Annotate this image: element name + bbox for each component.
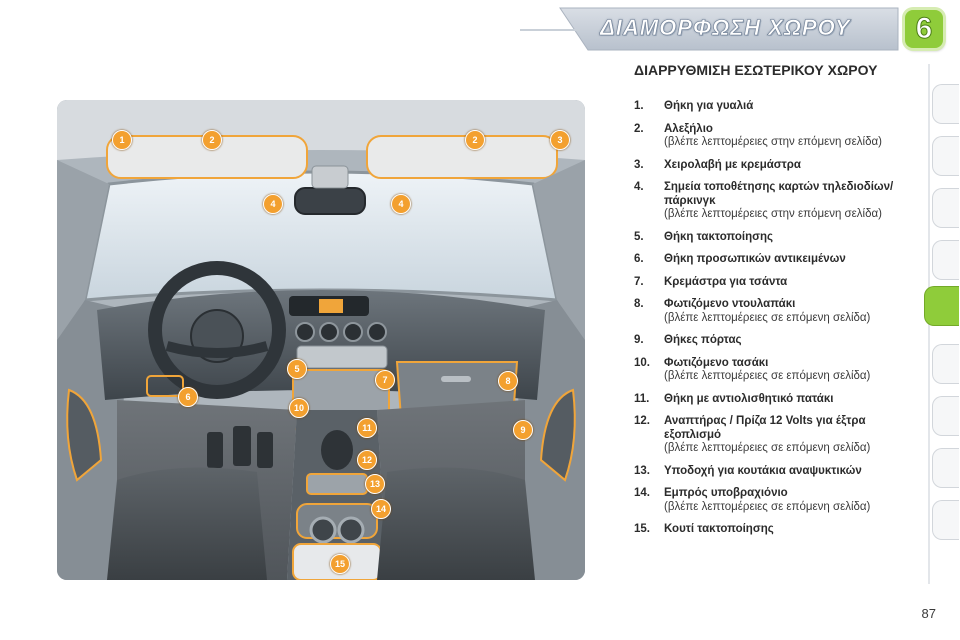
chapter-tab[interactable] — [932, 448, 959, 488]
marker-5: 5 — [287, 359, 307, 379]
item-label: Αναπτήρας / Πρίζα 12 Volts για έξτρα εξοπλισμό — [664, 415, 866, 441]
chapter-tab[interactable] — [932, 500, 959, 540]
marker-10: 10 — [289, 398, 309, 418]
item-number: 12. — [634, 415, 650, 427]
chapter-tab-active[interactable] — [924, 286, 959, 326]
list-item — [634, 357, 924, 384]
list-item — [634, 334, 924, 348]
marker-8: 8 — [498, 371, 518, 391]
marker-3: 3 — [550, 130, 570, 150]
marker-9: 9 — [513, 420, 533, 440]
item-number: 8. — [634, 298, 644, 310]
list-item — [634, 487, 924, 514]
item-note: (βλέπε λεπτομέρειες σε επόμενη σελίδα) — [664, 500, 871, 513]
item-number: 15. — [634, 523, 650, 535]
marker-15: 15 — [330, 554, 350, 574]
chapter-tab[interactable] — [932, 188, 959, 228]
list-item — [634, 181, 924, 222]
item-number: 11. — [634, 392, 650, 405]
item-number: 13. — [634, 464, 650, 477]
item-note: (βλέπε λεπτομέρειες στην επόμενη σελίδα) — [664, 208, 882, 220]
list-item — [634, 253, 924, 267]
item-label: Εμπρός υποβραχιόνιο — [664, 487, 788, 499]
list-item — [634, 298, 924, 325]
marker-11: 11 — [357, 418, 377, 438]
item-number: 2. — [634, 122, 644, 135]
marker-2b: 2 — [465, 130, 485, 150]
chapter-number-badge: 6 — [905, 10, 943, 48]
item-label: Αλεξήλιο — [664, 122, 713, 135]
list-item — [634, 123, 924, 150]
item-label: Θήκη τακτοποίησης — [664, 230, 774, 243]
chapter-title: ΔΙΑΜΟΡΦΩΣΗ ΧΩΡΟΥ — [600, 15, 851, 40]
marker-4: 4 — [263, 194, 283, 214]
item-label: Θήκη με αντιολισθητικό πατάκι — [664, 392, 834, 405]
list-item — [634, 231, 924, 245]
page-number: 87 — [921, 606, 936, 621]
item-note: (βλέπε λεπτομέρειες σε επόμενη σελίδα) — [664, 370, 871, 382]
item-number: 3. — [634, 158, 644, 171]
item-number: 14. — [634, 487, 650, 499]
marker-13: 13 — [365, 474, 385, 494]
marker-6: 6 — [178, 387, 198, 407]
marker-14: 14 — [371, 499, 391, 519]
item-number: 6. — [634, 253, 644, 265]
chapter-tabs — [928, 64, 960, 584]
item-label: Θήκη για γυαλιά — [664, 100, 754, 112]
list-item — [634, 100, 924, 114]
item-label: Θήκες πόρτας — [664, 334, 742, 346]
marker-12: 12 — [357, 450, 377, 470]
list-item — [634, 415, 924, 456]
list-item — [634, 276, 924, 290]
item-number: 5. — [634, 230, 644, 243]
item-label: Κουτί τακτοποίησης — [664, 523, 774, 535]
item-note: (βλέπε λεπτομέρειες σε επόμενη σελίδα) — [664, 442, 871, 454]
item-label: Θήκη προσωπικών αντικειμένων — [664, 253, 846, 265]
item-label: Κρεμάστρα για τσάντα — [664, 275, 788, 288]
item-note: (βλέπε λεπτομέρειες στην επόμενη σελίδα) — [664, 136, 882, 148]
marker-1: 1 — [112, 130, 132, 150]
item-label: Χειρολαβή με κρεμάστρα — [664, 158, 801, 171]
marker-2: 2 — [202, 130, 222, 150]
list-item — [634, 523, 924, 537]
item-number: 4. — [634, 181, 644, 193]
section-title: ΔΙΑΡΡΥΘΜΙΣΗ ΕΣΩΤΕΡΙΚΟΥ ΧΩΡΟΥ — [634, 62, 878, 78]
item-number: 9. — [634, 334, 644, 346]
feature-list — [634, 100, 924, 546]
marker-7: 7 — [375, 370, 395, 390]
chapter-tab[interactable] — [932, 240, 959, 280]
item-number: 10. — [634, 356, 650, 369]
list-item — [634, 159, 924, 173]
marker-4b: 4 — [391, 194, 411, 214]
item-number: 7. — [634, 275, 644, 288]
car-interior-photo — [57, 100, 585, 580]
header-banner — [0, 0, 960, 56]
car-interior-drawing — [57, 100, 585, 580]
item-label: Υποδοχή για κουτάκια αναψυκτικών — [664, 464, 862, 477]
item-label: Σημεία τοποθέτησης καρτών τηλεδιοδίων/πάρκινγκ — [664, 181, 894, 207]
list-item — [634, 465, 924, 479]
item-note: (βλέπε λεπτομέρειες σε επόμενη σελίδα) — [664, 311, 871, 324]
item-number: 1. — [634, 100, 644, 112]
item-label: Φωτιζόμενο τασάκι — [664, 356, 769, 369]
chapter-tab[interactable] — [932, 136, 959, 176]
list-item — [634, 393, 924, 407]
item-label: Φωτιζόμενο ντουλαπάκι — [664, 298, 796, 310]
chapter-tab[interactable] — [932, 344, 959, 384]
chapter-tab[interactable] — [932, 396, 959, 436]
chapter-tab[interactable] — [932, 84, 959, 124]
